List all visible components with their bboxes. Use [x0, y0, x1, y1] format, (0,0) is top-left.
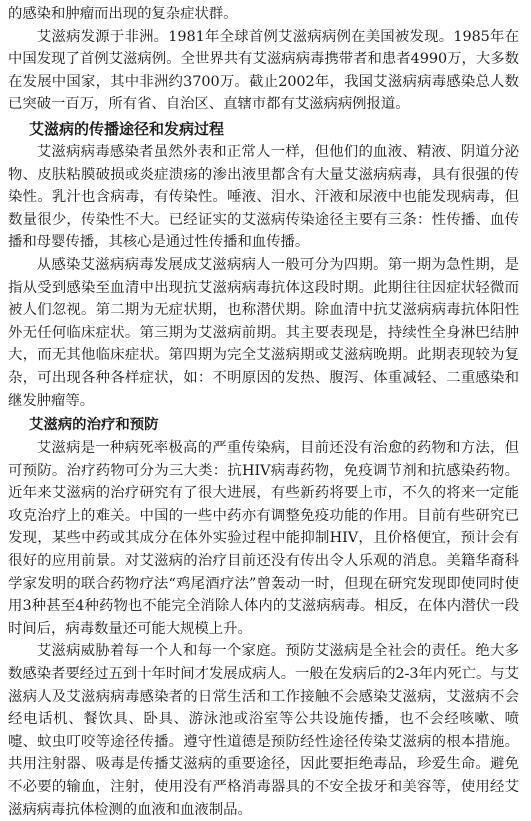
- heading-treatment: 艾滋病的治疗和预防: [29, 416, 159, 434]
- paragraph-transmission: 艾滋病病毒感染者虽然外表和正常人一样，但他们的血液、精液、阴道分泌物、皮肤粘膜破损或炎症溃疡的渗出液里都含有大量艾滋病病毒，具有很强的传染性。乳汁也含病毒，有传染性。唾液、泪水、汗液和尿液中也能发现病毒，但数量很少，传染性不大。已经证实的艾滋病传染途径主要有三条：性传播、血传播和母婴传播，其核心是通过性传播和血传播。: [8, 143, 519, 251]
- paragraph-continuation: 的感染和肿瘤而出现的复杂症状群。: [8, 6, 238, 22]
- paragraph-stages: 从感染艾滋病病毒发展成艾滋病病人一般可分为四期。第一期为急性期，是指从受到感染至血清中出现抗艾滋病病毒抗体这段时期。此期往往因症状轻微而被人们忽视。第二期为无症状期，也称潜伏期。除血清中抗艾滋病病毒抗体阳性外无任何临床症状。第三期为艾滋病前期。其主要表现是，持续性全身淋巴结肿大，而无其他临床症状。第四期为完全艾滋病期或艾滋病晚期。此期表现较为复杂，可出现各种各样症状，如：不明原因的发热、腹泻、体重减轻、二重感染和继发肿瘤等。: [8, 256, 519, 409]
- paragraph-treatment: 艾滋病是一种病死率极高的严重传染病，目前还没有治愈的药物和方法，但可预防。治疗药物可分为三大类：抗HIV病毒药物，免疫调节剂和抗感染药物。近年来艾滋病的治疗研究有了很大进展，有些新药将要上市，不久的将来一定能攻克治疗上的难关。中国的一些中药亦有调整免疫功能的作用。目前有些研究已发现，某些中药或其成分在体外实验过程中能抑制HIV，且价格便宜，预计会有很好的应用前景。对艾滋病的治疗目前还没有传出令人乐观的消息。美籍华裔科学家发明的联合药物疗法“鸡尾酒疗法”曾轰动一时，但现在研究发现即使同时使用3种甚至4种药物也不能完全消除人体内的艾滋病病毒。相反，在体内潜伏一段时间后，病毒数量还可能大规模上升。: [8, 440, 519, 637]
- paragraph-prevention: 艾滋病威胁着每一个人和每一个家庭。预防艾滋病是全社会的责任。绝大多数感染者要经过五到十年时间才发展成病人。一般在发病后的2-3年内死亡。与艾滋病人及艾滋病病毒感染者的日常生活和工作接触不会感染艾滋病，艾滋病不会经电话机、餐饮具、卧具、游泳池或浴室等公共设施传播，也不会经咳嗽、喷嚏、蚊虫叮咬等途径传播。遵守性道德是预防经性途径传染艾滋病的根本措施。共用注射器、吸毒是传播艾滋病的重要途径，因此要拒绝毒品，珍爱生命。避免不必要的输血，注射，使用没有严格消毒器具的不安全拔牙和美容等，使用经艾滋病病毒抗体检测的血液和血液制品。: [8, 643, 519, 818]
- heading-transmission: 艾滋病的传播途径和发病过程: [29, 119, 225, 138]
- paragraph-origin: 艾滋病发源于非洲。1981年全球首例艾滋病病例在美国被发现。1985年在中国发现了首例艾滋病例。全世界共有艾滋病病毒携带者和患者4990万，大多数在发展中国家，其中非洲约3700万。截止2002年，我国艾滋病病毒感染总人数已突破一百万，所有省、自治区、直辖市都有艾滋病病例报道。: [8, 28, 519, 113]
